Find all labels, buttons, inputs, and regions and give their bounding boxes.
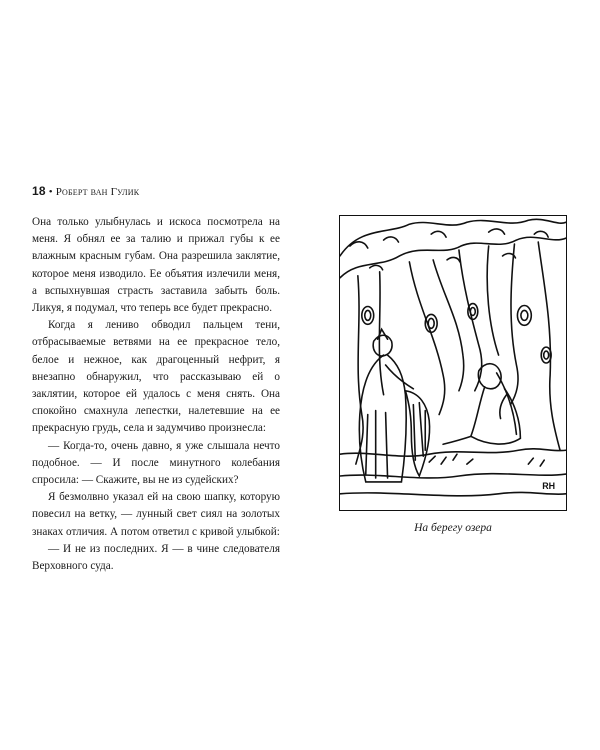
illustration-frame	[339, 215, 567, 511]
paragraph: Она только улыбнулась и искоса посмотрела на меня. Я обнял ее за талию и прижал губы к ее влажным красным губам. Она разрешила заклятие, которое меня изводило. Ее объятия излечили меня, а вспыхнувшая страсть заставила забыть боль. Ликуя, я подумал, что теперь все будет прекрасно.	[32, 216, 280, 315]
running-head-separator: •	[48, 186, 53, 198]
illustration-monogram: RH	[542, 480, 556, 491]
paragraph: — Когда-то, очень давно, я уже слышала нечто подобное. — И после минутного колебания спросила: — Скажите, вы не из судейских?	[32, 439, 280, 487]
figure-caption: На берегу озера	[414, 522, 492, 534]
running-head-author: Роберт ван Гулик	[55, 186, 140, 198]
paragraph: — И не из последних. Я — в чине следователя Верховного суда.	[32, 542, 280, 573]
body-text	[32, 214, 280, 575]
running-head	[32, 184, 139, 198]
paragraph: Когда я лениво обводил пальцем тени, отбрасываемые ветвями на ее прекрасное тело, белое и нежное, как драгоценный нефрит, я внезапно обнаружил, что рассказываю ей о заклятии, которое ей удалось с меня снять. Она спокойно смахнула лепестки, налетевшие на ее прекрасную грудь, села и задумчиво произнесла:	[32, 319, 280, 435]
paragraph: Я безмолвно указал ей на свою шапку, которую повесил на ветку, — лунный свет сиял на золотых знаках отличия. А потом ответил с кривой улыбкой:	[32, 491, 280, 538]
page-number: 18	[32, 184, 46, 198]
illustration-lake-shore	[340, 216, 566, 510]
